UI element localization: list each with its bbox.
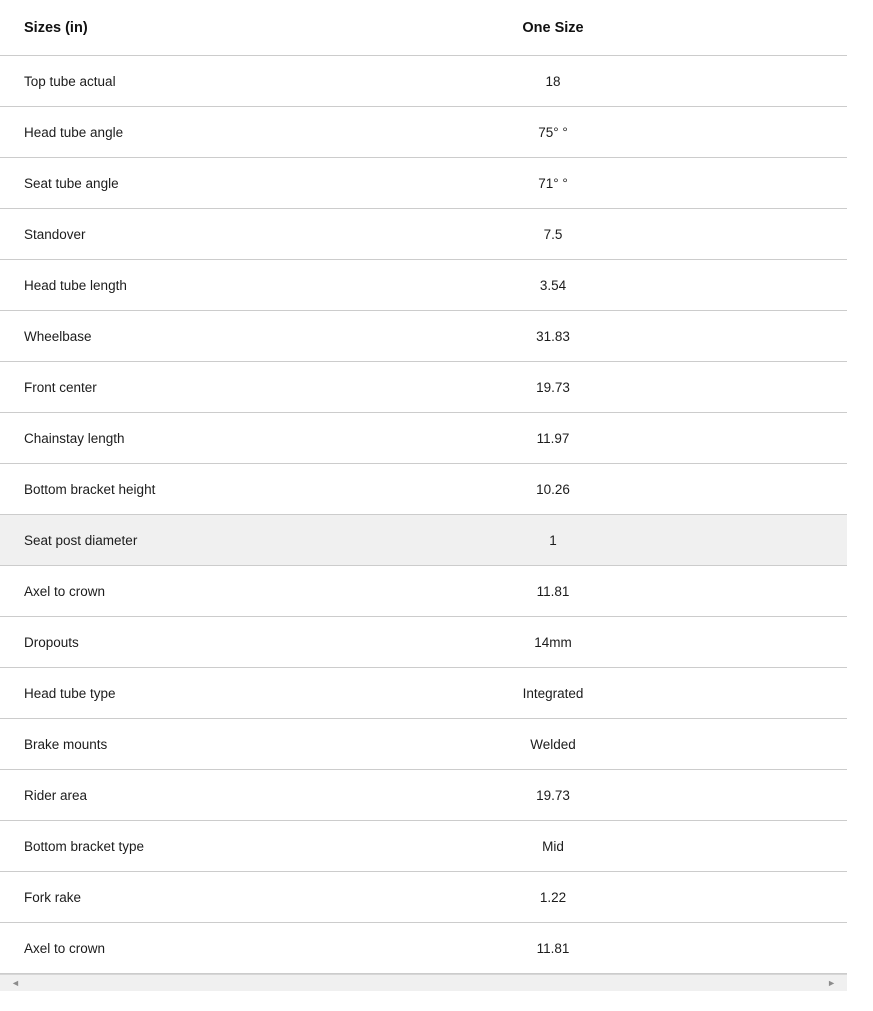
table-header-row xyxy=(0,0,847,56)
scroll-left-icon[interactable]: ◄ xyxy=(11,977,20,988)
spec-value: Integrated xyxy=(522,685,584,701)
spec-name: Axel to crown xyxy=(24,940,106,956)
spec-name: Top tube actual xyxy=(24,73,116,89)
spec-name: Fork rake xyxy=(24,889,82,905)
spec-value: 31.83 xyxy=(536,328,570,344)
spec-value: 10.26 xyxy=(536,481,570,497)
table-row xyxy=(0,362,847,413)
table-row xyxy=(0,821,847,872)
spec-value: 19.73 xyxy=(536,379,570,395)
table-row xyxy=(0,770,847,821)
spec-name: Standover xyxy=(24,226,86,242)
spec-name: Brake mounts xyxy=(24,736,108,752)
table-row xyxy=(0,923,847,974)
table-row xyxy=(0,158,847,209)
spec-name: Seat tube angle xyxy=(24,175,119,191)
spec-name: Front center xyxy=(24,379,97,395)
spec-value: 7.5 xyxy=(543,226,563,242)
spec-name: Chainstay length xyxy=(24,430,125,446)
spec-value: 19.73 xyxy=(536,787,570,803)
table-row xyxy=(0,668,847,719)
scroll-right-icon[interactable]: ► xyxy=(827,977,836,988)
spec-value: Mid xyxy=(542,838,564,854)
spec-value: Welded xyxy=(530,736,576,752)
table-row xyxy=(0,413,847,464)
spec-name: Head tube type xyxy=(24,685,116,701)
table-row xyxy=(0,464,847,515)
spec-value: 75° ° xyxy=(538,124,568,140)
spec-value: 1.22 xyxy=(539,889,567,905)
table-row xyxy=(0,566,847,617)
table-row xyxy=(0,56,847,107)
spec-value: 14mm xyxy=(534,634,572,650)
spec-value: 11.97 xyxy=(536,430,570,446)
table-row xyxy=(0,719,847,770)
spec-name: Rider area xyxy=(24,787,88,803)
horizontal-scrollbar[interactable] xyxy=(0,974,847,991)
table-row xyxy=(0,872,847,923)
table-body xyxy=(0,56,847,974)
table-row xyxy=(0,107,847,158)
spec-name: Bottom bracket type xyxy=(24,838,145,854)
spec-name: Wheelbase xyxy=(24,328,92,344)
spec-name: Seat post diameter xyxy=(24,532,138,548)
spec-value: 71° ° xyxy=(538,175,568,191)
spec-name: Head tube length xyxy=(24,277,127,293)
table-row xyxy=(0,617,847,668)
spec-name: Head tube angle xyxy=(24,124,124,140)
spec-value: 18 xyxy=(545,73,561,89)
column-header-one-size: One Size xyxy=(522,19,584,36)
spec-name: Dropouts xyxy=(24,634,79,650)
spec-value: 11.81 xyxy=(536,583,570,599)
spec-value: 1 xyxy=(549,532,557,548)
table-row xyxy=(0,515,847,566)
column-header-sizes: Sizes (in) xyxy=(24,19,88,36)
table-row xyxy=(0,260,847,311)
table-row xyxy=(0,209,847,260)
spec-name: Axel to crown xyxy=(24,583,106,599)
spec-value: 3.54 xyxy=(539,277,567,293)
spec-value: 11.81 xyxy=(536,940,570,956)
spec-name: Bottom bracket height xyxy=(24,481,156,497)
table-row xyxy=(0,311,847,362)
